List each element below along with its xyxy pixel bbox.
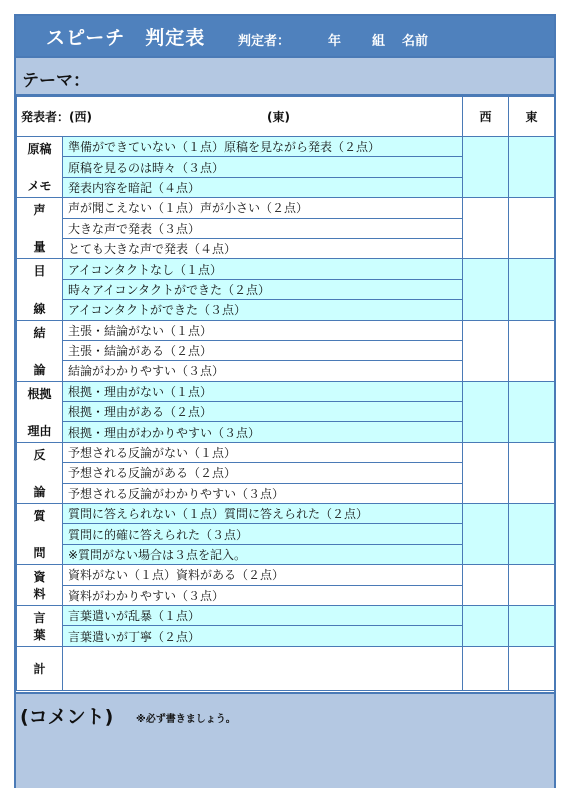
score-cell-west[interactable] bbox=[463, 504, 509, 565]
category-label-top: 根拠 bbox=[27, 386, 52, 401]
category-label-top: 目 bbox=[33, 264, 46, 279]
category-cell bbox=[17, 320, 63, 381]
criterion-text: 発表内容を暗記（４点） bbox=[63, 177, 463, 197]
category-label-top: 資 bbox=[33, 570, 46, 585]
theme-label: テーマ： bbox=[22, 71, 90, 91]
score-cell-west[interactable] bbox=[463, 259, 509, 320]
criterion-text: 言葉遣いが乱暴（１点） bbox=[63, 605, 463, 625]
score-cell-west[interactable] bbox=[463, 442, 509, 503]
criterion-text: 原稿を見るのは時々（３点） bbox=[63, 157, 463, 177]
criterion-text: 根拠・理由がない（１点） bbox=[63, 381, 463, 401]
criteria-row bbox=[17, 137, 555, 157]
score-cell-east[interactable] bbox=[509, 198, 555, 259]
criteria-row bbox=[17, 565, 555, 585]
criterion-text: 予想される反論がない（１点） bbox=[63, 442, 463, 462]
category-label-top: 声 bbox=[33, 203, 46, 218]
category-cell bbox=[17, 504, 63, 565]
total-score-east[interactable] bbox=[509, 646, 555, 690]
category-label-top: 結 bbox=[33, 325, 46, 340]
criterion-text: 主張・結論がある（２点） bbox=[63, 340, 463, 360]
score-cell-east[interactable] bbox=[509, 504, 555, 565]
presenter-label: 発表者：(西) bbox=[21, 110, 92, 124]
comment-note: ※必ず書きましょう。 bbox=[136, 714, 236, 725]
criterion-text: 大きな声で発表（３点） bbox=[63, 218, 463, 238]
category-label-bottom: 量 bbox=[33, 240, 46, 255]
criteria-row bbox=[17, 605, 555, 625]
score-cell-east[interactable] bbox=[509, 320, 555, 381]
total-score-west[interactable] bbox=[463, 646, 509, 690]
category-cell bbox=[17, 137, 63, 198]
category-label-top: 反 bbox=[33, 447, 46, 462]
criterion-text: 根拠・理由がある（２点） bbox=[63, 402, 463, 422]
comment-title: (コメント) bbox=[20, 706, 114, 728]
criteria-row bbox=[17, 198, 555, 218]
category-label-bottom: 葉 bbox=[33, 627, 46, 642]
total-row bbox=[17, 646, 555, 690]
name-label: 名前 bbox=[402, 34, 429, 49]
category-cell bbox=[17, 565, 63, 606]
category-label-bottom: 問 bbox=[33, 546, 46, 561]
category-label-top: 質 bbox=[33, 509, 46, 524]
theme-row bbox=[16, 56, 554, 96]
category-cell bbox=[17, 198, 63, 259]
column-west: 西 bbox=[463, 97, 509, 137]
criterion-text: 予想される反論がある（２点） bbox=[63, 463, 463, 483]
presenter-east-label: (東) bbox=[267, 110, 290, 124]
category-cell bbox=[17, 605, 63, 646]
category-cell bbox=[17, 381, 63, 442]
criterion-text: 準備ができていない（１点）原稿を見ながら発表（２点） bbox=[63, 137, 463, 157]
score-cell-west[interactable] bbox=[463, 381, 509, 442]
column-east: 東 bbox=[509, 97, 555, 137]
criterion-text: 予想される反論がわかりやすい（３点） bbox=[63, 483, 463, 503]
category-label-bottom: 論 bbox=[33, 485, 46, 500]
score-cell-east[interactable] bbox=[509, 137, 555, 198]
category-cell bbox=[17, 442, 63, 503]
category-label-bottom: 理由 bbox=[27, 423, 52, 438]
category-label-bottom: 線 bbox=[33, 301, 46, 316]
presenter-cell bbox=[17, 97, 463, 137]
criterion-text: とても大きな声で発表（４点） bbox=[63, 238, 463, 258]
category-label-bottom: 論 bbox=[33, 362, 46, 377]
score-cell-west[interactable] bbox=[463, 565, 509, 606]
criteria-row bbox=[17, 259, 555, 279]
total-blank bbox=[63, 646, 463, 690]
score-cell-west[interactable] bbox=[463, 137, 509, 198]
criterion-text: アイコンタクトができた（３点） bbox=[63, 300, 463, 320]
criterion-text: 資料がわかりやすい（３点） bbox=[63, 585, 463, 605]
criterion-text: 質問に的確に答えられた（３点） bbox=[63, 524, 463, 544]
score-cell-east[interactable] bbox=[509, 259, 555, 320]
criterion-text: 主張・結論がない（１点） bbox=[63, 320, 463, 340]
score-cell-east[interactable] bbox=[509, 565, 555, 606]
presenter-row bbox=[17, 97, 555, 137]
category-cell bbox=[17, 259, 63, 320]
category-label-top: 言 bbox=[33, 610, 46, 625]
criterion-text: 時々アイコンタクトができた（２点） bbox=[63, 279, 463, 299]
criterion-text: 根拠・理由がわかりやすい（３点） bbox=[63, 422, 463, 442]
criteria-row bbox=[17, 504, 555, 524]
judge-label: 判定者： bbox=[238, 34, 291, 49]
speech-evaluation-sheet bbox=[14, 14, 556, 788]
criteria-row bbox=[17, 381, 555, 401]
score-cell-east[interactable] bbox=[509, 605, 555, 646]
criterion-text: ※質問がない場合は３点を記入。 bbox=[63, 544, 463, 564]
score-cell-west[interactable] bbox=[463, 605, 509, 646]
class-label: 組 bbox=[372, 34, 386, 49]
comment-section bbox=[16, 692, 554, 788]
category-label-bottom: 料 bbox=[33, 586, 46, 601]
criterion-text: 質問に答えられない（１点）質問に答えられた（２点） bbox=[63, 504, 463, 524]
criterion-text: 言葉遣いが丁寧（２点） bbox=[63, 626, 463, 646]
criteria-row bbox=[17, 320, 555, 340]
header-bar bbox=[16, 16, 554, 56]
criteria-row bbox=[17, 442, 555, 462]
category-label-bottom: メモ bbox=[27, 179, 52, 194]
criterion-text: 声が聞こえない（１点）声が小さい（２点） bbox=[63, 198, 463, 218]
total-label: 計 bbox=[17, 646, 63, 690]
sheet-title: スピーチ 判定表 bbox=[46, 27, 206, 49]
score-cell-west[interactable] bbox=[463, 198, 509, 259]
year-label: 年 bbox=[328, 34, 342, 49]
score-cell-west[interactable] bbox=[463, 320, 509, 381]
score-cell-east[interactable] bbox=[509, 381, 555, 442]
category-label-top: 原稿 bbox=[27, 142, 52, 156]
evaluation-table bbox=[16, 96, 555, 691]
criterion-text: アイコンタクトなし（１点） bbox=[63, 259, 463, 279]
criterion-text: 結論がわかりやすい（３点） bbox=[63, 361, 463, 381]
score-cell-east[interactable] bbox=[509, 442, 555, 503]
criterion-text: 資料がない（１点）資料がある（２点） bbox=[63, 565, 463, 585]
